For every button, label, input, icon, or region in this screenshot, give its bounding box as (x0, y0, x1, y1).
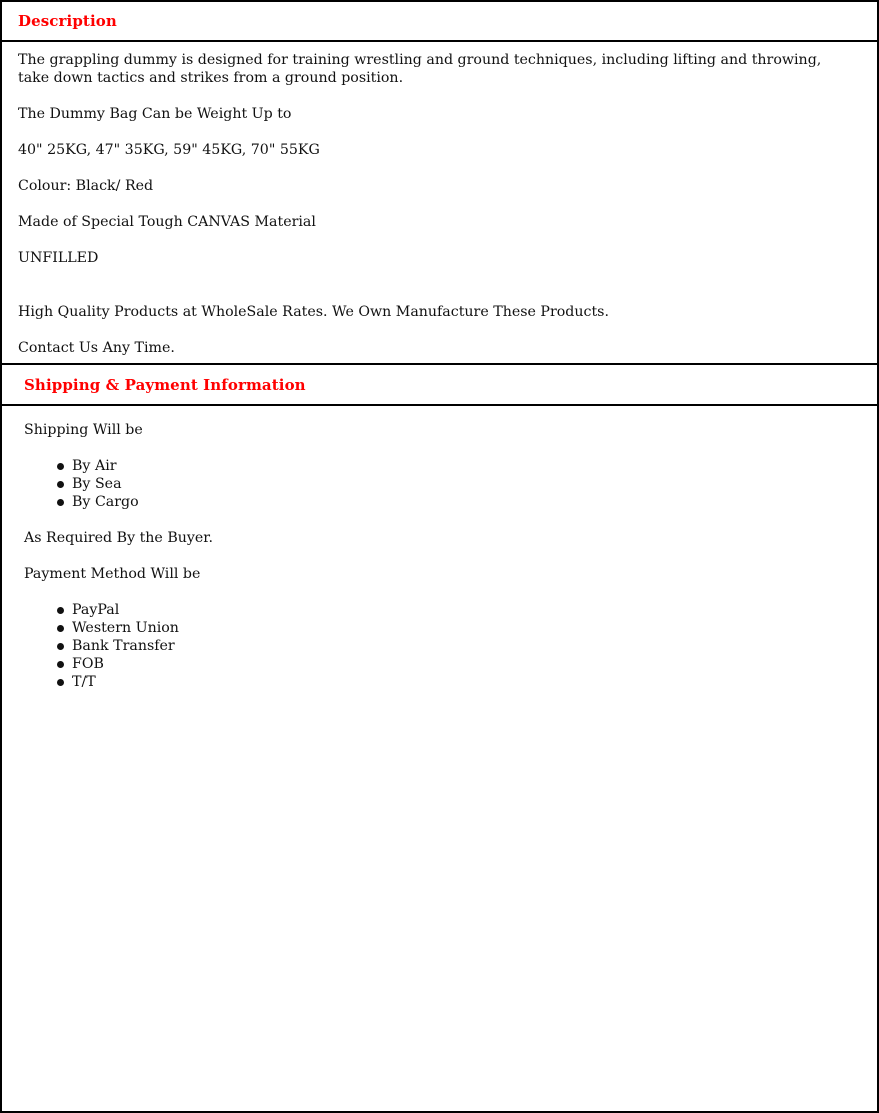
description-body (2, 42, 877, 365)
description-title: Description (18, 12, 117, 30)
list-item (72, 673, 855, 691)
description-material: Made of Special Tough CANVAS Material (18, 214, 316, 230)
list-item (72, 637, 855, 655)
description-paragraph: High Quality Products at WholeSale Rates. We Own Manufacture These Products. (18, 304, 609, 320)
shipping-note: As Required By the Buyer. (24, 530, 214, 546)
payment-methods-list (24, 601, 855, 691)
list-item (72, 475, 855, 493)
description-sizes: 40" 25KG, 47" 35KG, 59" 45KG, 70" 55KG (18, 142, 320, 158)
shipping-method: By Cargo (72, 494, 139, 510)
shipping-method: By Sea (72, 476, 122, 492)
bullet-icon (57, 625, 64, 632)
description-fill-status: UNFILLED (18, 250, 99, 266)
bullet-icon (57, 643, 64, 650)
bullet-icon (57, 463, 64, 470)
list-item (72, 619, 855, 637)
bullet-icon (57, 499, 64, 506)
description-contact: Contact Us Any Time. (18, 340, 175, 356)
shipping-intro: Shipping Will be (24, 422, 143, 438)
shipping-methods-list (24, 457, 855, 511)
shipping-body (2, 406, 877, 691)
list-item (72, 601, 855, 619)
bullet-icon (57, 661, 64, 668)
payment-method: Bank Transfer (72, 638, 175, 654)
payment-intro: Payment Method Will be (24, 566, 201, 582)
shipping-method: By Air (72, 458, 117, 474)
list-item (72, 457, 855, 475)
description-colour: Colour: Black/ Red (18, 178, 154, 194)
shipping-header (2, 365, 877, 406)
description-header (2, 2, 877, 42)
bullet-icon (57, 679, 64, 686)
payment-method: T/T (72, 674, 96, 690)
description-paragraph: The Dummy Bag Can be Weight Up to (18, 106, 292, 122)
payment-method: PayPal (72, 602, 120, 618)
bullet-icon (57, 481, 64, 488)
list-item (72, 493, 855, 511)
payment-method: FOB (72, 656, 104, 672)
list-item (72, 655, 855, 673)
bullet-icon (57, 607, 64, 614)
description-paragraph: The grappling dummy is designed for training wrestling and ground techniques, including lifting and throwing, take down tactics and strikes from a ground position. (18, 52, 822, 86)
shipping-title: Shipping & Payment Information (24, 375, 306, 394)
payment-method: Western Union (72, 620, 179, 636)
